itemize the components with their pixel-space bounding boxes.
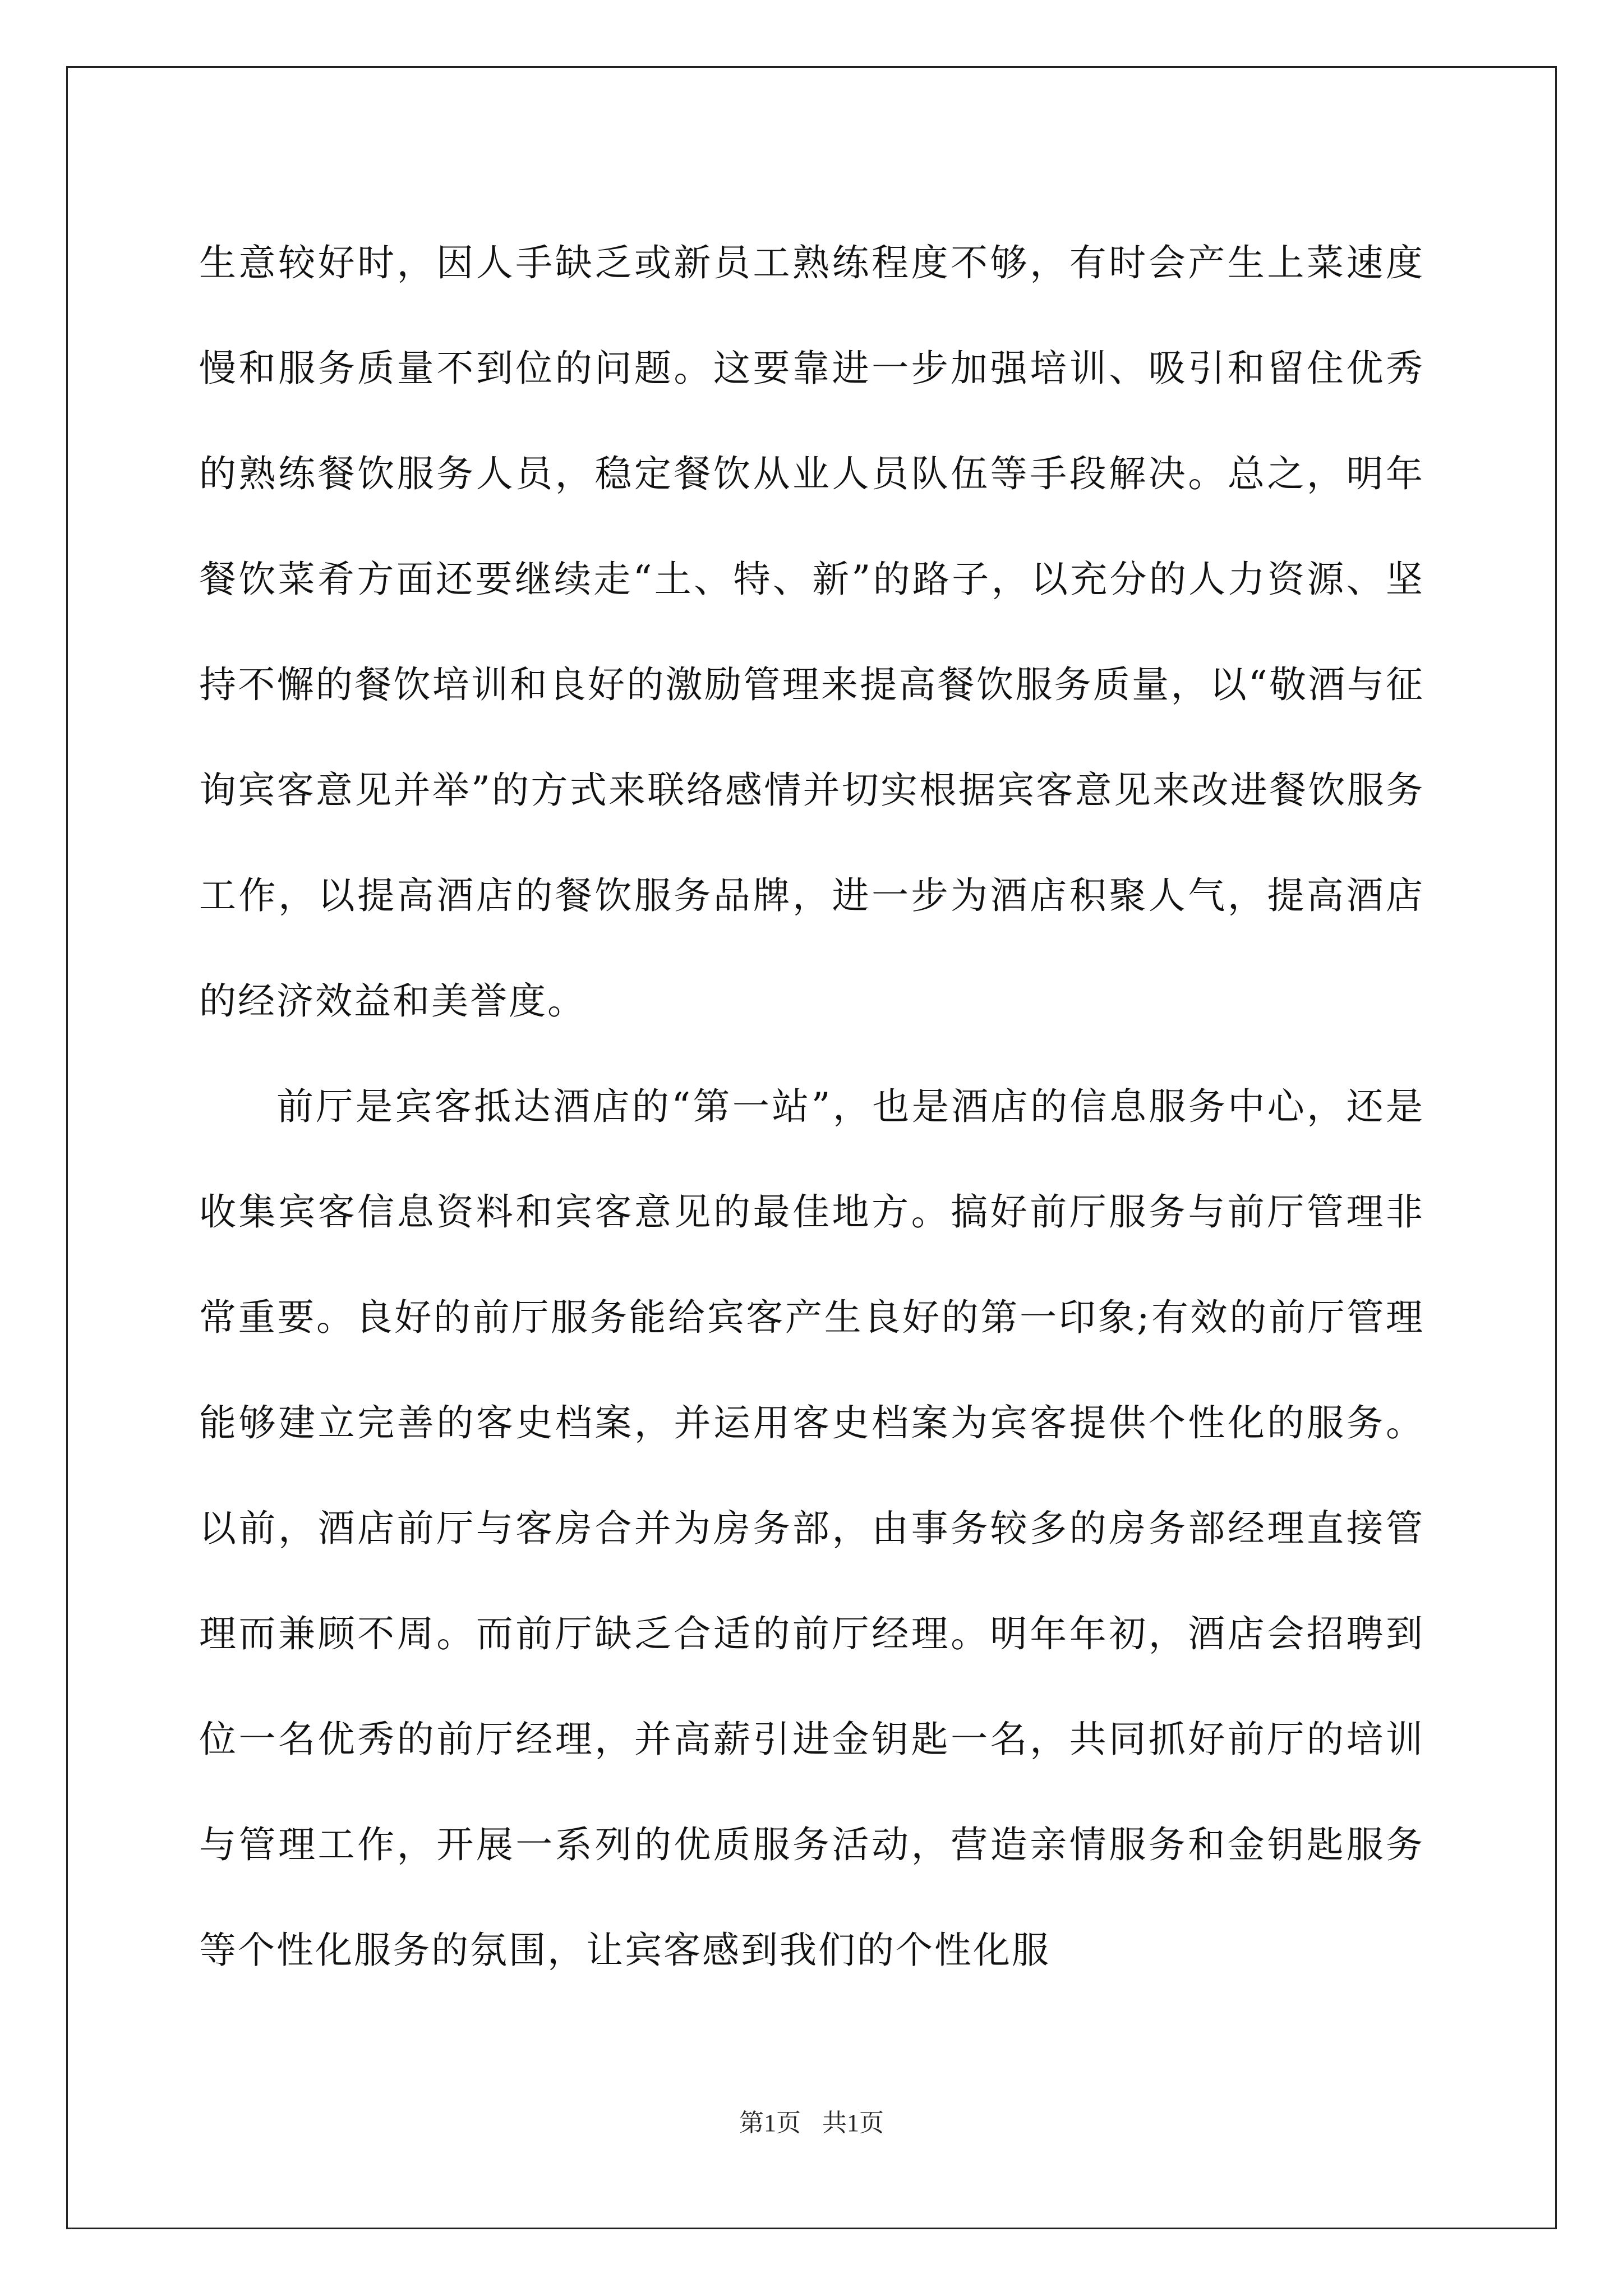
paragraph-front-office: 前厅是宾客抵达酒店的“第一站”，也是酒店的信息服务中心，还是收集宾客信息资料和宾客意见的最佳地方。搞好前厅服务与前厅管理非常重要。良好的前厅服务能给宾客产生良好的第一印象;有效的前厅管理能够建立完善的客史档案，并运用客史档案为宾客提供个性化的服务。以前，酒店前厅与客房合并为房务部，由事务较多的房务部经理直接管理而兼顾不周。而前厅缺乏合适的前厅经理。明年年初，酒店会招聘到位一名优秀的前厅经理，并高薪引进金钥匙一名，共同抓好前厅的培训与管理工作，开展一系列的优质服务活动，营造亲情服务和金钥匙服务等个性化服务的氛围，让宾客感到我们的个性化服 [199, 1085, 1424, 1972]
page-footer [0, 2102, 1623, 2138]
paragraph-continued: 生意较好时，因人手缺乏或新员工熟练程度不够，有时会产生上菜速度慢和服务质量不到位的问题。这要靠进一步加强培训、吸引和留住优秀的熟练餐饮服务人员，稳定餐饮从业人员队伍等手段解决。总之，明年餐饮菜肴方面还要继续走“土、特、新”的路子，以充分的人力资源、坚持不懈的餐饮培训和良好的激励管理来提高餐饮服务质量，以“敬酒与征询宾客意见并举”的方式来联络感情并切实根据宾客意见来改进餐饮服务工作，以提高酒店的餐饮服务品牌，进一步为酒店积聚人气，提高酒店的经济效益和美誉度。 [199, 241, 1424, 1023]
page-number-current: 第1页 [739, 2109, 801, 2137]
document-body [199, 210, 1424, 2003]
page-number-total: 共1页 [822, 2109, 884, 2137]
